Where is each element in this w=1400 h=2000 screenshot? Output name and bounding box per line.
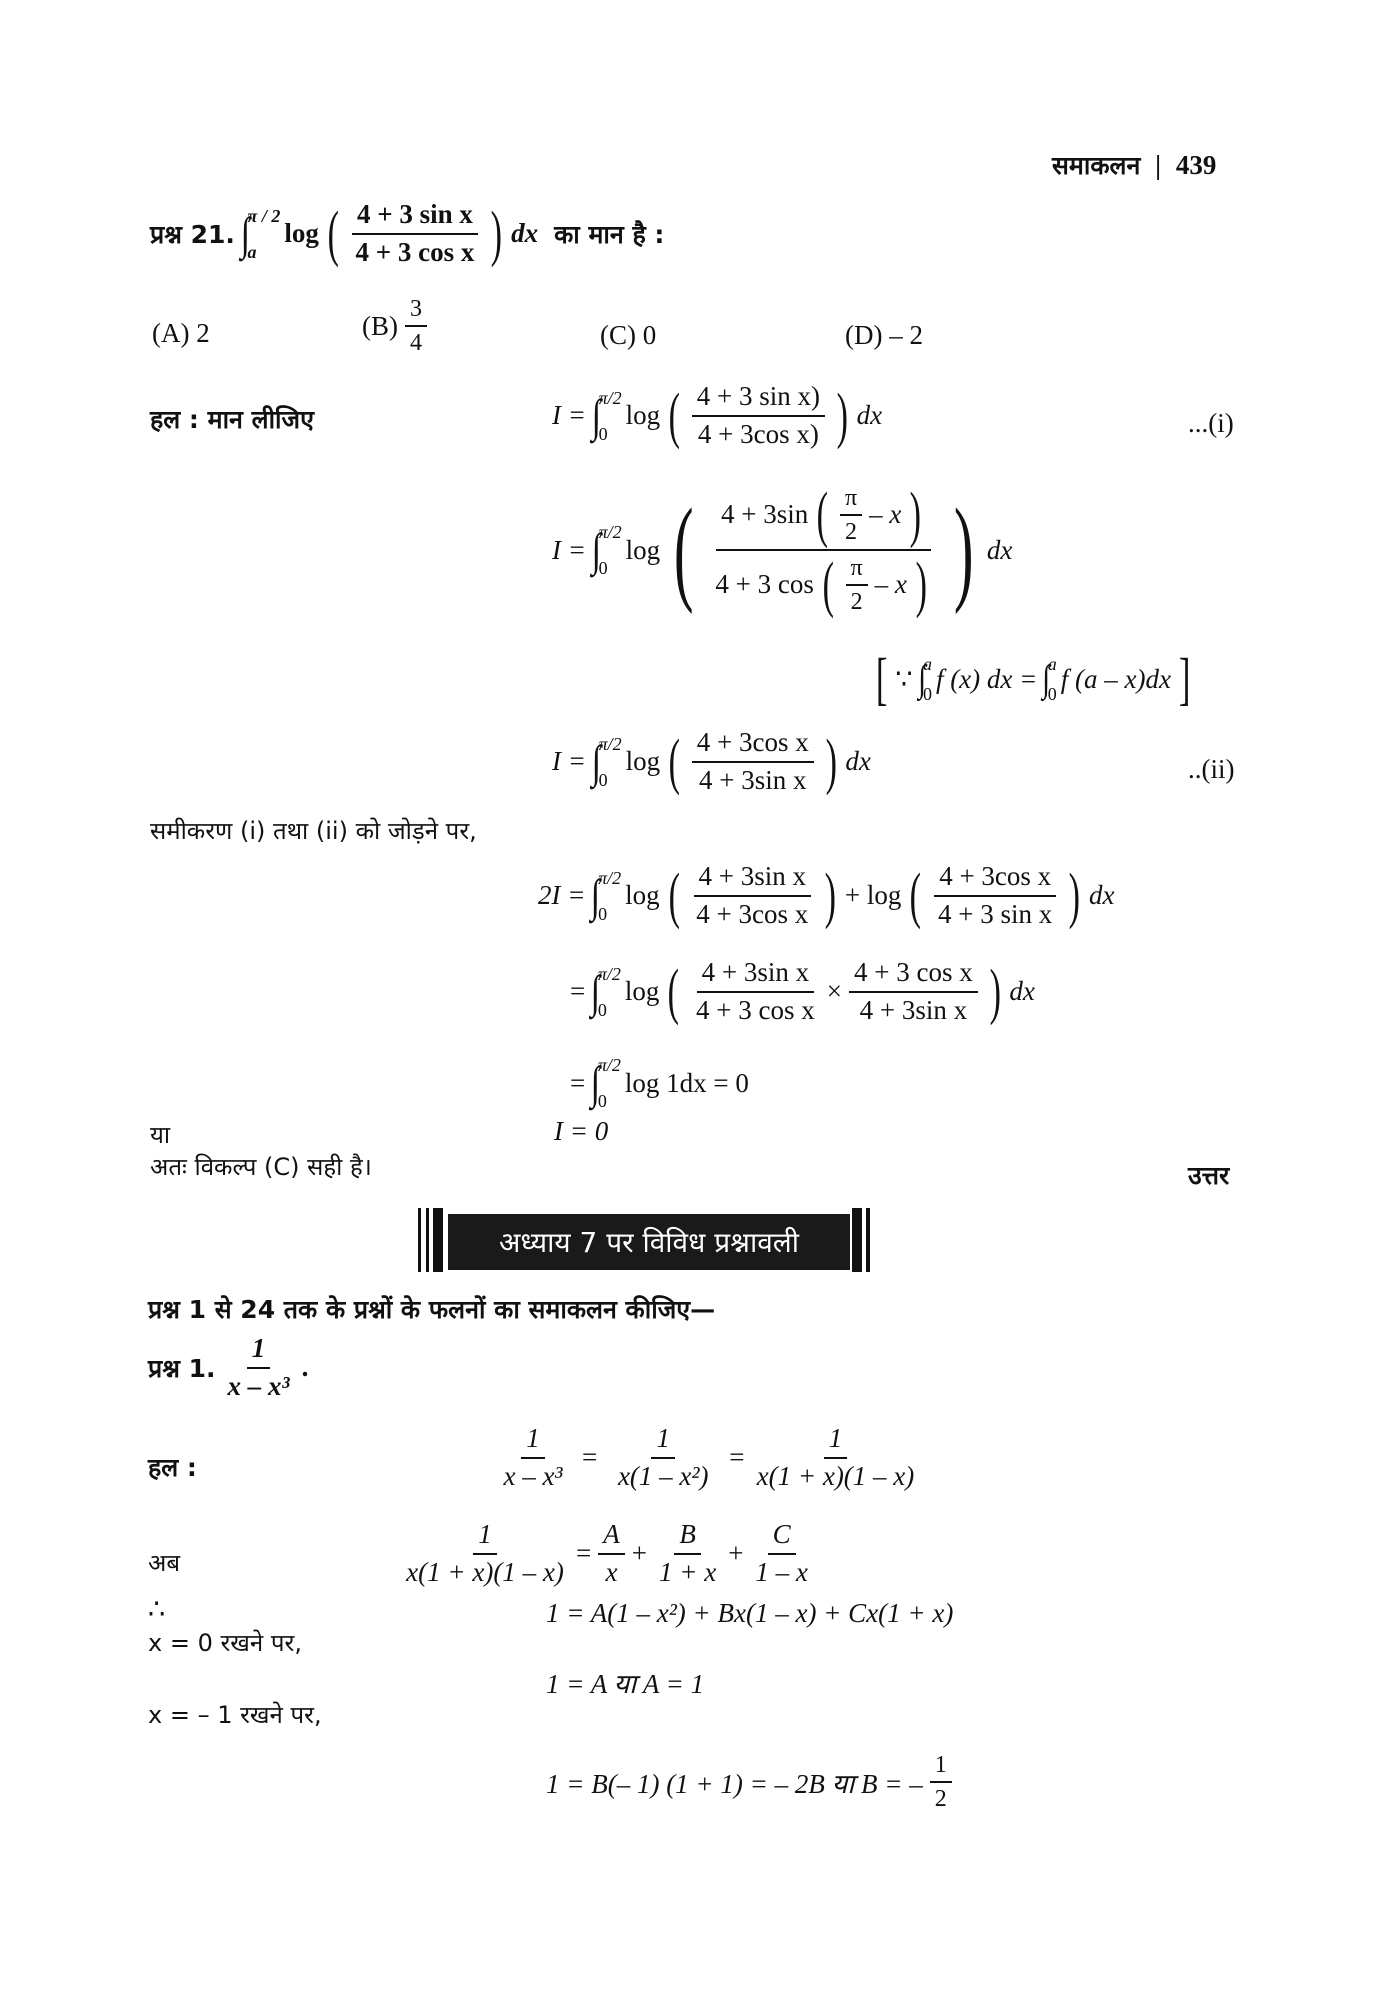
- question-1: प्रश्न 1. $\frac{1}{\text{x – x³}}$ .: [148, 1333, 309, 1401]
- running-header: [1052, 148, 1216, 182]
- dx: dx: [511, 218, 539, 249]
- option-d: (D) – 2: [845, 320, 923, 350]
- result: I = 0: [554, 1116, 609, 1146]
- solution-1-label: हल :: [148, 1453, 197, 1482]
- put-x-minus-1: x = – 1 रखने पर,: [148, 1701, 322, 1729]
- therefore-symbol: ∴: [148, 1594, 166, 1624]
- log-text: log: [284, 218, 319, 249]
- equation-5: = ∫ π/2 0 log ( $\frac{\text{4 + 3sin x}}{\text{4 + 3 cos x}}$ × $\frac{\text{4 + 3 cos x}}{\text{4 + 3sin x}}$ ) dx: [570, 957, 1035, 1026]
- integral-sign: ∫ π / 2 a: [240, 205, 281, 262]
- section-banner: [418, 1208, 878, 1272]
- solution-label: हल : मान लीजिए: [150, 405, 314, 434]
- page-number: 439: [1175, 150, 1217, 180]
- adding-text: समीकरण (i) तथा (ii) को जोड़ने पर,: [150, 817, 477, 845]
- fraction: $\frac{\text{4 + 3 sin x}}{\text{4 + 3 cos x}}$: [351, 200, 480, 267]
- exercise-instruction: प्रश्न 1 से 24 तक के प्रश्नों के फलनों का समाकलन कीजिए—: [148, 1295, 716, 1324]
- equation-identity: 1 = A(1 – x²) + Bx(1 – x) + Cx(1 + x): [546, 1598, 954, 1628]
- conclusion: अतः विकल्प (C) सही है।: [150, 1153, 372, 1181]
- integral-property: [ ∵ ∫ a 0 f (x) dx = ∫ a 0 f (a – x)dx ]: [875, 646, 1191, 711]
- equation-tag-i: ...(i): [1188, 408, 1234, 438]
- put-x-0: x = 0 रखने पर,: [148, 1629, 302, 1657]
- question-tail: का मान है :: [554, 219, 665, 249]
- answer-mark: उत्तर: [1188, 1161, 1230, 1190]
- equation-3: I = ∫ π/2 0 log ( $\frac{\text{4 + 3cos x}}{\text{4 + 3sin x}}$ ) dx: [552, 727, 871, 796]
- ab-text: अब: [148, 1549, 181, 1577]
- equation-partial-1: $\frac{1}{\text{x – x³}}$ = $\frac{1}{\text{x(1 – x²)}}$ = $\frac{1}{x(1 + x)(1 - x)}$: [503, 1423, 915, 1491]
- ya-text: या: [150, 1121, 171, 1149]
- banner-title: अध्याय 7 पर विविध प्रश्नावली: [446, 1212, 852, 1272]
- equation-tag-ii: ..(ii): [1188, 754, 1235, 784]
- equation-4: 2I = ∫ π/2 0 log ( $\frac{\text{4 + 3sin x}}{\text{4 + 3cos x}}$ ) + log ( $\frac{\text{4 + 3cos x}}{\text{4 + 3 sin x}}$ ) dx: [538, 861, 1115, 930]
- header-separator: |: [1155, 150, 1162, 180]
- equation-b: 1 = B(– 1) (1 + 1) = – 2B या B = – $\frac{1}{2}$: [546, 1752, 955, 1813]
- chapter-name: समाकलन: [1052, 151, 1141, 180]
- equation-a: 1 = A या A = 1: [546, 1669, 705, 1699]
- equation-2: I = ∫ π/2 0 log ( 4 + 3sin ( $\frac{\pi}{2}$ – x ) 4 + 3 cos ( $\frac{\pi}{2}$ – x ) ) dx: [552, 481, 1013, 619]
- option-b: (B) $\frac{3}{4}$: [362, 296, 430, 357]
- option-c: (C) 0: [600, 320, 657, 350]
- question-21: प्रश्न 21. ∫ π / 2 a log ( $\frac{\text{4 + 3 sin x}}{\text{4 + 3 cos x}}$ ) dx का मान है :: [150, 199, 665, 268]
- question-label: प्रश्न 21.: [150, 219, 235, 249]
- equation-1: I = ∫ π/2 0 log ( $\frac{\text{4 + 3 sin x)}}{\text{4 + 3cos x)}}$ ) dx: [552, 381, 883, 450]
- equation-6: = ∫ π/2 0 log 1dx = 0: [570, 1055, 749, 1111]
- option-a: (A) 2: [152, 318, 210, 348]
- equation-partial-2: $\frac{1}{x(1 + x)(1 - x)}$ = $\frac{A}{x}$ + $\frac{B}{1 + x}$ + $\frac{C}{1 - x}$: [406, 1519, 808, 1587]
